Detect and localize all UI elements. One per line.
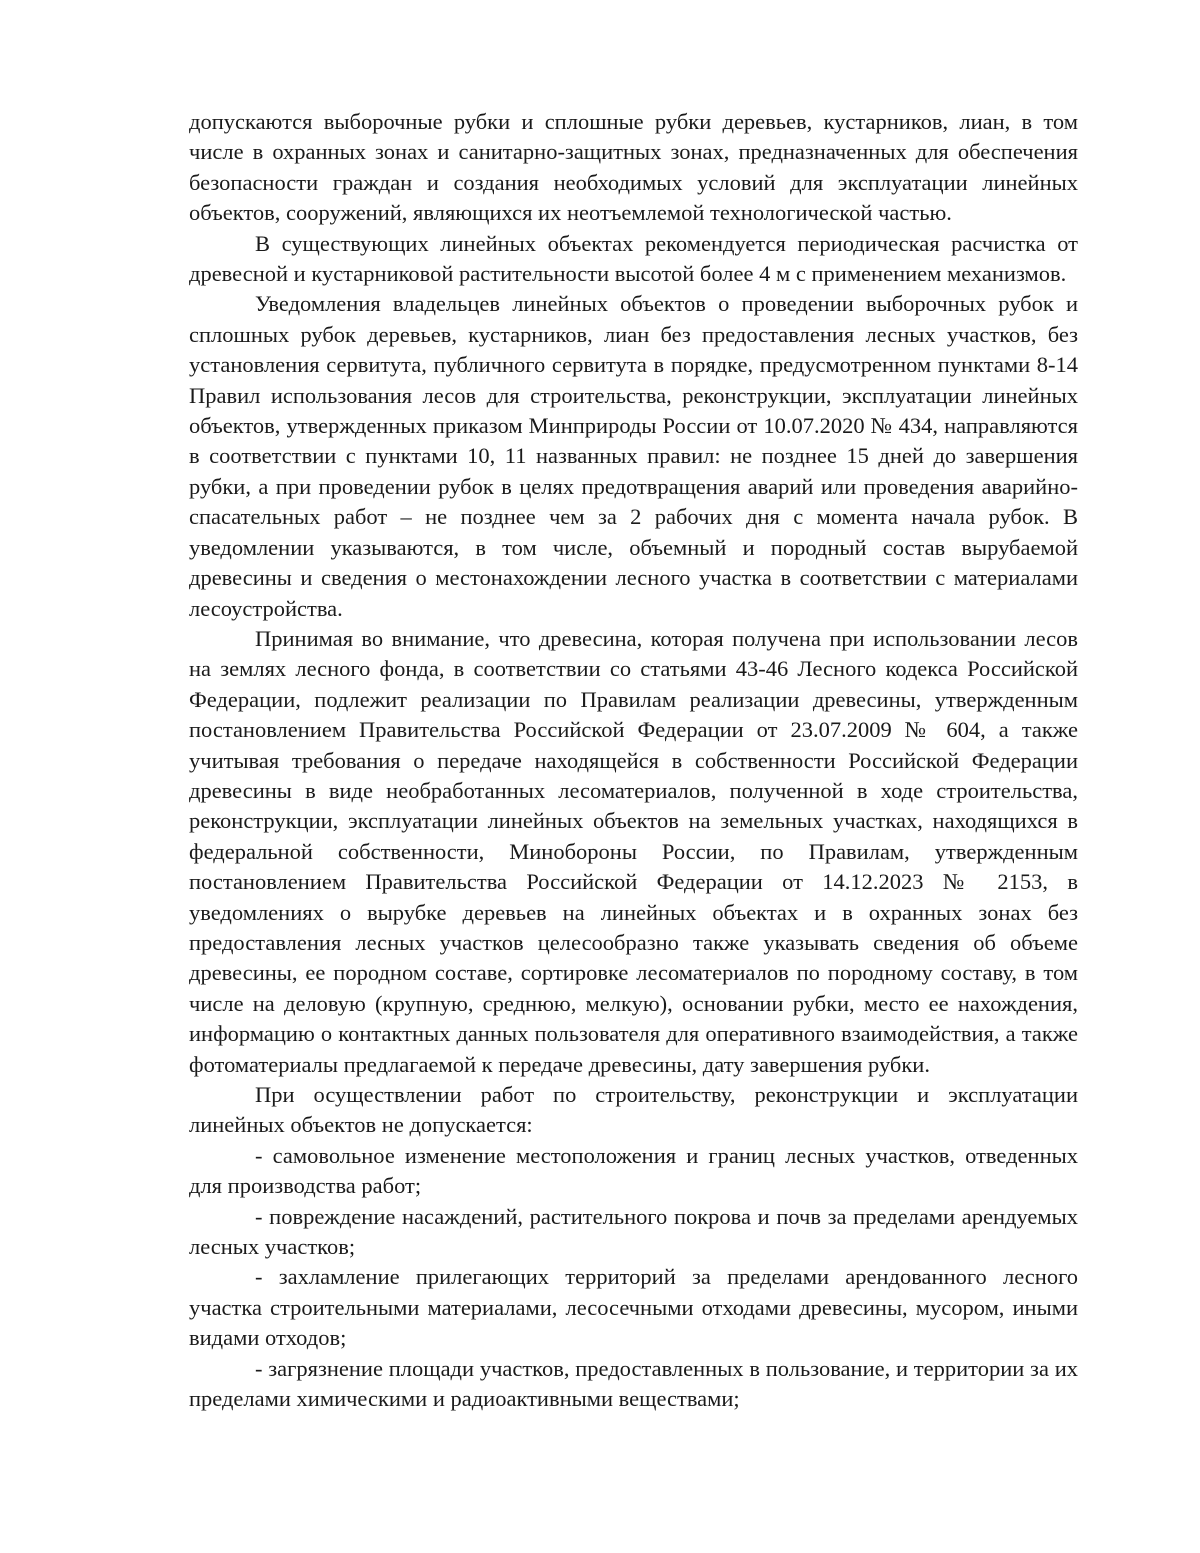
list-item-damage: - повреждение насаждений, растительного покрова и почв за пределами арендуемых лесных участков; xyxy=(189,1203,1078,1260)
paragraph-continuation: допускаются выборочные рубки и сплошные рубки деревьев, кустарников, лиан, в том числе в охранных зонах и санитарно-защитных зонах, предназначенных для обеспечения безопасности граждан и создания необходимых условий для эксплуатации линейных объектов, сооружений, являющихся их неотъемлемой технологической частью. xyxy=(189,109,1078,226)
list-item-littering: - захламление прилегающих территорий за пределами арендованного лесного участка строительными материалами, лесосечными отходами древесины, мусором, иными видами отходов; xyxy=(189,1264,1078,1351)
list-item-boundaries: - самовольное изменение местоположения и границ лесных участков, отведенных для производства работ; xyxy=(189,1142,1078,1199)
paragraph-timber: Принимая во внимание, что древесина, которая получена при использовании лесов на землях лесного фонда, в соответствии со статьями 43-46 Лесного кодекса Российской Федерации, подлежит реализации по Правилам реализации древесины, утвержденным постановлением Правительства Российской Федерации от 23.07.2009 № 604, а также учитывая требования о передаче находящейся в собственности Российской Федерации древесины в виде необработанных лесоматериалов, полученной в ходе строительства, реконструкции, эксплуатации линейных объектов на земельных участках, находящихся в федеральной собственности, Минобороны России, по Правилам, утвержденным постановлением Правительства Российской Федерации от 14.12.2023 № 2153, в уведомлениях о вырубке деревьев на линейных объектах и в охранных зонах без предоставления лесных участков целесообразно также указывать сведения об объеме древесины, ее породном составе, сортировке лесоматериалов по породному составу, в том числе на деловую (крупную, среднюю, мелкую), основании рубки, место ее нахождения, информацию о контактных данных пользователя для оперативного взаимодействия, а также фотоматериалы предлагаемой к передаче древесины, дату завершения рубки. xyxy=(189,625,1078,1077)
paragraph-clearing: В существующих линейных объектах рекомендуется периодическая расчистка от древесной и кустарниковой растительности высотой более 4 м с применением механизмов. xyxy=(189,230,1078,287)
list-item-pollution: - загрязнение площади участков, предоставленных в пользование, и территории за их пределами химическими и радиоактивными веществами; xyxy=(189,1355,1078,1412)
paragraph-prohibitions: При осуществлении работ по строительству, реконструкции и эксплуатации линейных объектов не допускается: xyxy=(189,1082,1078,1138)
paragraph-notifications: Уведомления владельцев линейных объектов о проведении выборочных рубок и сплошных рубок деревьев, кустарников, лиан без предоставления лесных участков, без установления сервитута, публичного сервитута в порядке, предусмотренном пунктами 8-14 Правил использования лесов для строительства, реконструкции, эксплуатации линейных объектов, утвержденных приказом Минприроды России от 10.07.2020 № 434, направляются в соответствии с пунктами 10, 11 названных правил: не позднее 15 дней до завершения рубки, а при проведении рубок в целях предотвращения аварий или проведения аварийно-спасательных работ – не позднее чем за 2 рабочих дня с момента начала рубок. В уведомлении указываются, в том числе, объемный и породный состав вырубаемой древесины и сведения о местонахождении лесного участка в соответствии с материалами лесоустройства. xyxy=(189,291,1078,621)
document-body xyxy=(189,107,1078,1414)
